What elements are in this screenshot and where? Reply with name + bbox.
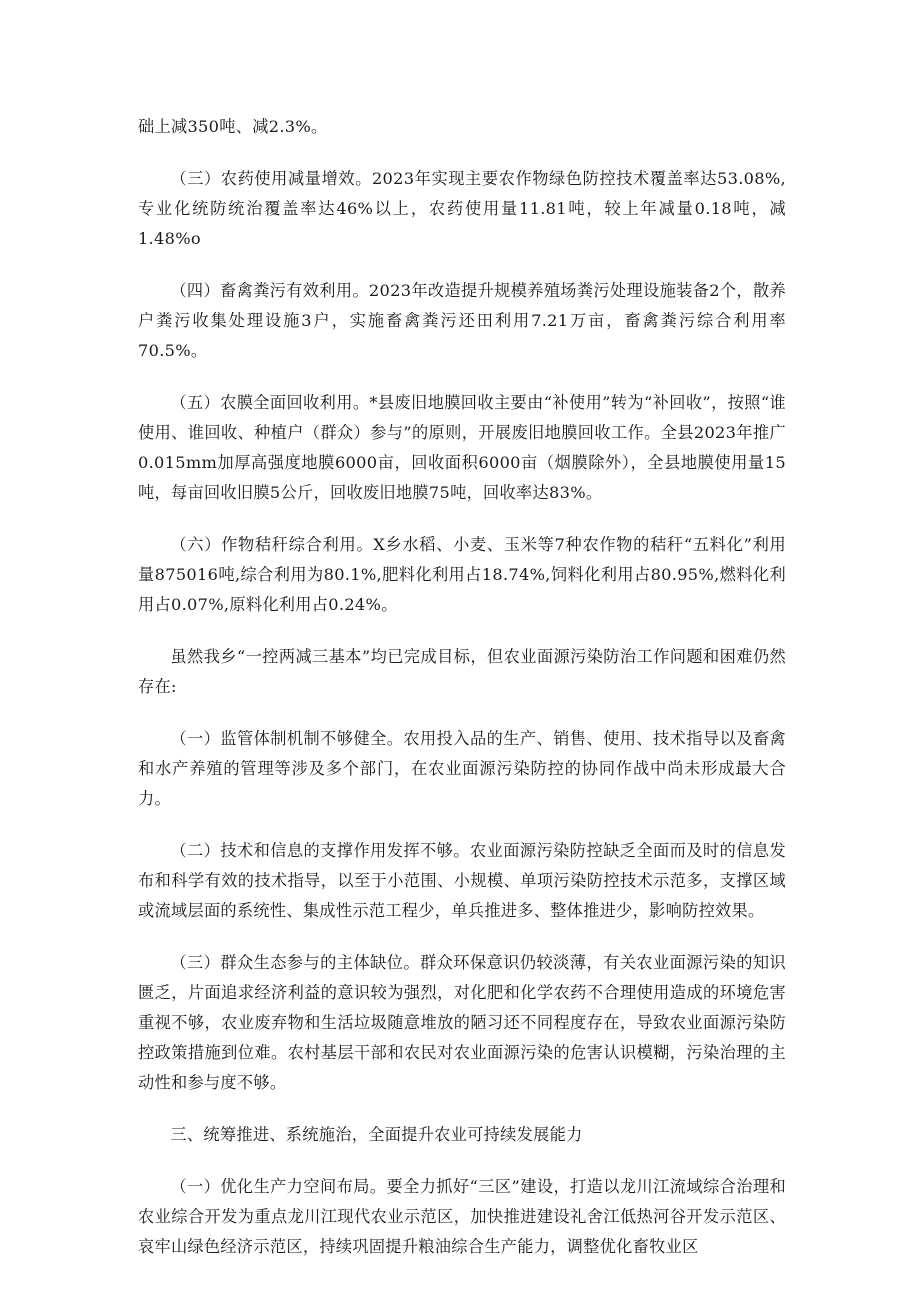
paragraph-productivity-layout: （一）优化生产力空间布局。要全力抓好“三区”建设，打造以龙川江流域综合治理和农业综合开发为重点龙川江现代农业示范区，加快推进建设礼舍江低热河谷开发示范区、哀牢山绿色经济示范区，持续巩固提升粮油综合生产能力，调整优化畜牧业区 — [138, 1177, 786, 1256]
paragraph-livestock-manure: （四）畜禽粪污有效利用。2023年改造提升规模养殖场粪污处理设施装备2个，散养户粪污收集处理设施3户，实施畜禽粪污还田利用7.21万亩，畜禽粪污综合利用率70.5%。 — [138, 281, 786, 360]
paragraph-film-recycling: （五）农膜全面回收利用。*县废旧地膜回收主要由“补使用”转为“补回收”，按照“谁使用、谁回收、种植户（群众）参与”的原则，开展废旧地膜回收工作。全县2023年推广0.015mm加厚高强度地膜6000亩，回收面积6000亩（烟膜除外），全县地膜使用量15吨，每亩回收旧膜5公斤，回收废旧地膜75吨，回收率达83%。 — [138, 393, 786, 502]
document-page — [138, 112, 786, 1284]
paragraph-pesticide-reduction: （三）农药使用减量增效。2023年实现主要农作物绿色防控技术覆盖率达53.08%,专业化统防统治覆盖率达46%以上，农药使用量11.81吨，较上年减量0.18吨，减1.48%o — [138, 169, 786, 248]
paragraph-supervision-system: （一）监管体制机制不够健全。农用投入品的生产、销售、使用、技术指导以及畜禽和水产养殖的管理等涉及多个部门，在农业面源污染防控的协同作战中尚未形成最大合力。 — [138, 729, 786, 808]
paragraph-problems-intro: 虽然我乡“一控两减三基本”均已完成目标，但农业面源污染防治工作问题和困难仍然存在: — [138, 647, 786, 696]
paragraph-public-participation: （三）群众生态参与的主体缺位。群众环保意识仍较淡薄，有关农业面源污染的知识匮乏，片面追求经济利益的意识较为强烈，对化肥和化学农药不合理使用造成的环境危害重视不够，农业废弃物和生活垃圾随意堆放的陋习还不同程度存在，导致农业面源污染防控政策措施到位难。农村基层干部和农民对农业面源污染的危害认识模糊，污染治理的主动性和参与度不够。 — [138, 953, 786, 1092]
paragraph-straw-utilization: （六）作物秸秆综合利用。X乡水稻、小麦、玉米等7种农作物的秸秆“五料化”利用量875016吨,综合利用为80.1%,肥料化利用占18.74%,饲料化利用占80.95%,燃料化利用占0.07%,原料化利用占0.24%。 — [138, 535, 786, 614]
paragraph-continuation: 础上减350吨、减2.3%。 — [138, 117, 328, 136]
section-heading-three: 三、统筹推进、系统施治，全面提升农业可持续发展能力 — [170, 1125, 583, 1144]
paragraph-technical-support: （二）技术和信息的支撑作用发挥不够。农业面源污染防控缺乏全面而及时的信息发布和科学有效的技术指导，以至于小范围、小规模、单项污染防控技术示范多，支撑区域或流域层面的系统性、集成性示范工程少，单兵推进多、整体推进少，影响防控效果。 — [138, 841, 786, 920]
